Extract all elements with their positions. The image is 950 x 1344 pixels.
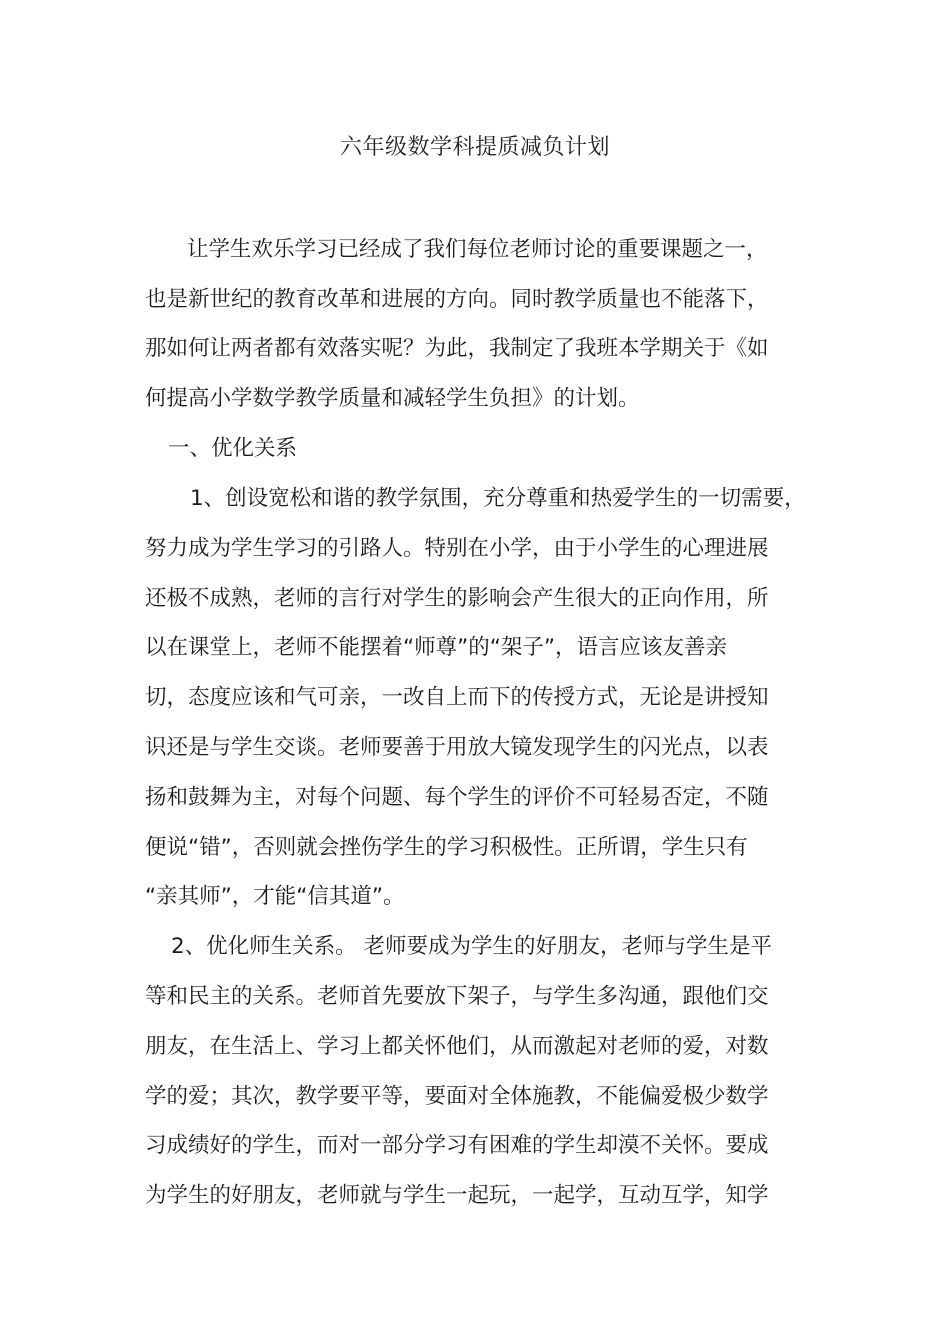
paragraph-line: “亲其师”，才能“信其道”。 [145, 884, 405, 909]
paragraph-line: 等和民主的关系。老师首先要放下架子，与学生多沟通，跟他们交 [145, 984, 769, 1009]
paragraph-line: 也是新世纪的教育改革和进展的方向。同时教学质量也不能落下， [145, 287, 769, 312]
paragraph-line: 为学生的好朋友，老师就与学生一起玩，一起学，互动互学，知学 [145, 1183, 769, 1208]
paragraph-line: 2、优化师生关系。 老师要成为学生的好朋友，老师与学生是平 [171, 934, 773, 959]
paragraph-line: 习成绩好的学生，而对一部分学习有困难的学生却漠不关怀。要成 [145, 1133, 769, 1158]
paragraph-line: 学的爱；其次，教学要平等，要面对全体施教，不能偏爱极少数学 [145, 1084, 769, 1109]
paragraph-line: 那如何让两者都有效落实呢？为此，我制定了我班本学期关于《如 [145, 336, 769, 361]
paragraph-line: 朋友，在生活上、学习上都关怀他们，从而激起对老师的爱，对数 [145, 1034, 769, 1059]
document-title: 六年级数学科提质减负计划 [339, 135, 610, 160]
paragraph-line: 何提高小学数学教学质量和减轻学生负担》的计划。 [145, 386, 640, 411]
paragraph-line: 以在课堂上，老师不能摆着“师尊”的“架子”，语言应该友善亲 [145, 635, 728, 660]
paragraph-line: 扬和鼓舞为主，对每个问题、每个学生的评价不可轻易否定，不随 [145, 785, 769, 810]
paragraph-line: 让学生欢乐学习已经成了我们每位老师讨论的重要课题之一， [187, 237, 768, 262]
paragraph-line: 便说“错”，否则就会挫伤学生的学习积极性。正所谓，学生只有 [145, 835, 748, 860]
paragraph-line: 努力成为学生学习的引路人。特别在小学，由于小学生的心理进展 [145, 536, 769, 561]
paragraph-line: 切，态度应该和气可亲，一改自上而下的传授方式，无论是讲授知 [145, 685, 769, 710]
section-heading: 一、优化关系 [168, 436, 298, 461]
paragraph-line: 1、创设宽松和谐的教学氛围，充分尊重和热爱学生的一切需要， [190, 486, 806, 511]
paragraph-line: 识还是与学生交谈。老师要善于用放大镜发现学生的闪光点，以表 [145, 735, 769, 760]
paragraph-line: 还极不成熟，老师的言行对学生的影响会产生很大的正向作用，所 [145, 586, 769, 611]
